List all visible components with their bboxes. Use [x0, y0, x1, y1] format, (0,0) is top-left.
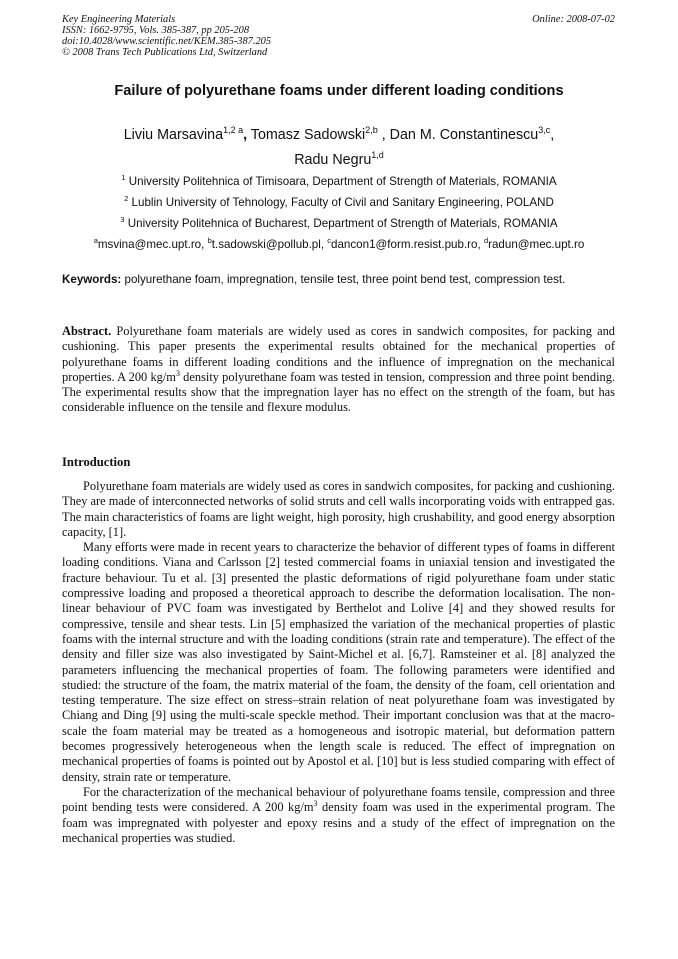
abstract-label: Abstract.	[62, 324, 112, 338]
affiliation	[0, 196, 678, 209]
affiliation	[0, 175, 678, 188]
author-sup: 1,2 a	[223, 125, 244, 135]
email-sup: c	[327, 236, 332, 245]
email-link[interactable]: msvina@mec.upt.ro,	[97, 238, 208, 251]
keywords	[62, 273, 622, 286]
author-list: Liviu Marsavina$^{1,2 a}$, Tomasz Sadowski$^{2,b}$ , Dan M. Constantinescu$^{3,c}$, Radu Negru$^{1,d}$	[123, 125, 555, 168]
author-name: Tomasz Sadowski	[250, 127, 366, 143]
email-sup: a	[93, 236, 98, 245]
paragraph: Polyurethane foam materials are widely used as cores in sandwich composites, for packing and cushioning. They are made of interconnected networks of solid struts and cell walls incorporating voids with entrapped gas. The main characteristics of foams are light weight, high porosity, high crushability, and good energy absorption capacity, [1].	[62, 479, 615, 539]
paragraph-sup: 3	[313, 799, 318, 809]
issn-line: ISSN: 1662-9795, Vols. 385-387, pp 205-208	[62, 25, 250, 36]
abstract-text: Polyurethane foam materials are widely used as cores in sandwich composites, for packing and cushioning. This paper presents the experimental results obtained for the mechanical properties of polyurethane foams in different loading conditions and the influence of impregnation on the mechanical properties. A 200 kg/m	[62, 324, 615, 384]
affiliation-num: 2	[124, 194, 129, 203]
copyright-line: © 2008 Trans Tech Publications Ltd, Switzerland	[62, 47, 268, 58]
paragraph-text: For the characterization of the mechanical behaviour of polyurethane foams tensile, compression and three point bending tests were considered. A 200 kg/m	[62, 784, 615, 815]
affiliation	[0, 217, 678, 230]
abstract	[62, 324, 615, 416]
email-link[interactable]: dancon1@form.resist.pub.ro,	[331, 238, 484, 251]
paper-title: Failure of polyurethane foams under different loading conditions	[114, 83, 564, 99]
author-sup: 3,c	[538, 125, 551, 135]
affiliation-num: 3	[120, 215, 125, 224]
online-date: Online: 2008-07-02	[532, 14, 615, 25]
email-link[interactable]: t.sadowski@pollub.pl,	[211, 238, 328, 251]
keywords-label: Keywords:	[62, 273, 122, 286]
doi-line: doi:10.4028/www.scientific.net/KEM.385-387.205	[62, 36, 272, 47]
author-name: Radu Negru	[294, 152, 372, 168]
author-name: Liviu Marsavina	[123, 127, 224, 143]
affiliation-text: University Politehnica of Timisoara, Department of Strength of Materials, ROMANIA	[128, 175, 557, 188]
affiliation-num: 1	[121, 173, 126, 182]
introduction-body	[62, 479, 615, 846]
journal-header	[62, 14, 615, 58]
author-name: Dan M. Constantinescu	[389, 127, 539, 143]
keywords-text: polyurethane foam, impregnation, tensile test, three point bend test, compression test.	[121, 273, 566, 286]
abstract-text: density polyurethane foam was tested in tension, compression and three point bending. The experimental results show that the impregnation layer has no effect on the strength of the foam, but has considerable influence on the tensile and flexure modulus.	[62, 369, 616, 415]
journal-name: Key Engineering Materials	[62, 14, 176, 25]
paragraph	[62, 785, 615, 846]
affiliation-text: Lublin University of Tehnology, Faculty of Civil and Sanitary Engineering, POLAND	[131, 196, 554, 209]
section-heading: Introduction	[62, 455, 131, 469]
paragraph: Many efforts were made in recent years to characterize the behavior of different types of foams in different loading conditions. Viana and Carlsson [2] tested commercial foams in uniaxial tension and investigated the fracture behaviour. Tu et al. [3] presented the plastic deformations of rigid polyurethane foam under static compressive loading and proposed a theoretical approach to describe the deformation localisation. The non-linear behaviour of PVC foam was investigated by Berthelot and Lolive [4] and they showed results for compressive, tensile and shear tests. Lin [5] emphasized the variation of the mechanical properties of plastic foams with the internal structure and with the loading conditions (strain rate and temperature). The effect of the density and filler size was also investigated by Saint-Michel et al. [6,7]. Ramsteiner et al. [8] analyzed the parameters influencing the mechanical properties of foam. The following parameters were identified and studied: the structure of the foam, the matrix material of the foam, the density of the foam, cell orientation and testing temperature. The size effect on stress–strain relation of neat polyurethane foam was investigated by Chiang and Ding [9] using the multi-scale speckle method. Their important conclusion was that at the macro-scale the foam material may be treated as a homogeneous and isotropic material, but deformation pattern becomes progressively heterogeneous when the length scale is reduced. The effect of impregnation on mechanical properties of foams is pointed out by Apostol et al. [10] but is less studied comparing with effect of density, strain rate or temperature.	[62, 540, 615, 784]
email-line	[0, 238, 678, 251]
affiliation-text: University Politehnica of Bucharest, Department of Strength of Materials, ROMANIA	[127, 217, 558, 230]
email-link[interactable]: radun@mec.upt.ro	[488, 238, 585, 251]
author-sup: 2,b	[365, 125, 378, 135]
email-sup: d	[483, 236, 489, 245]
email-sup: b	[207, 236, 212, 245]
abstract-sup: 3	[175, 368, 180, 378]
author-sup: 1,d	[371, 150, 384, 160]
paragraph-text: density foam was used in the experimental program. The foam was impregnated with polyester and epoxy resins and a study of the effect of impregnation on the mechanical properties was studied.	[62, 800, 615, 845]
